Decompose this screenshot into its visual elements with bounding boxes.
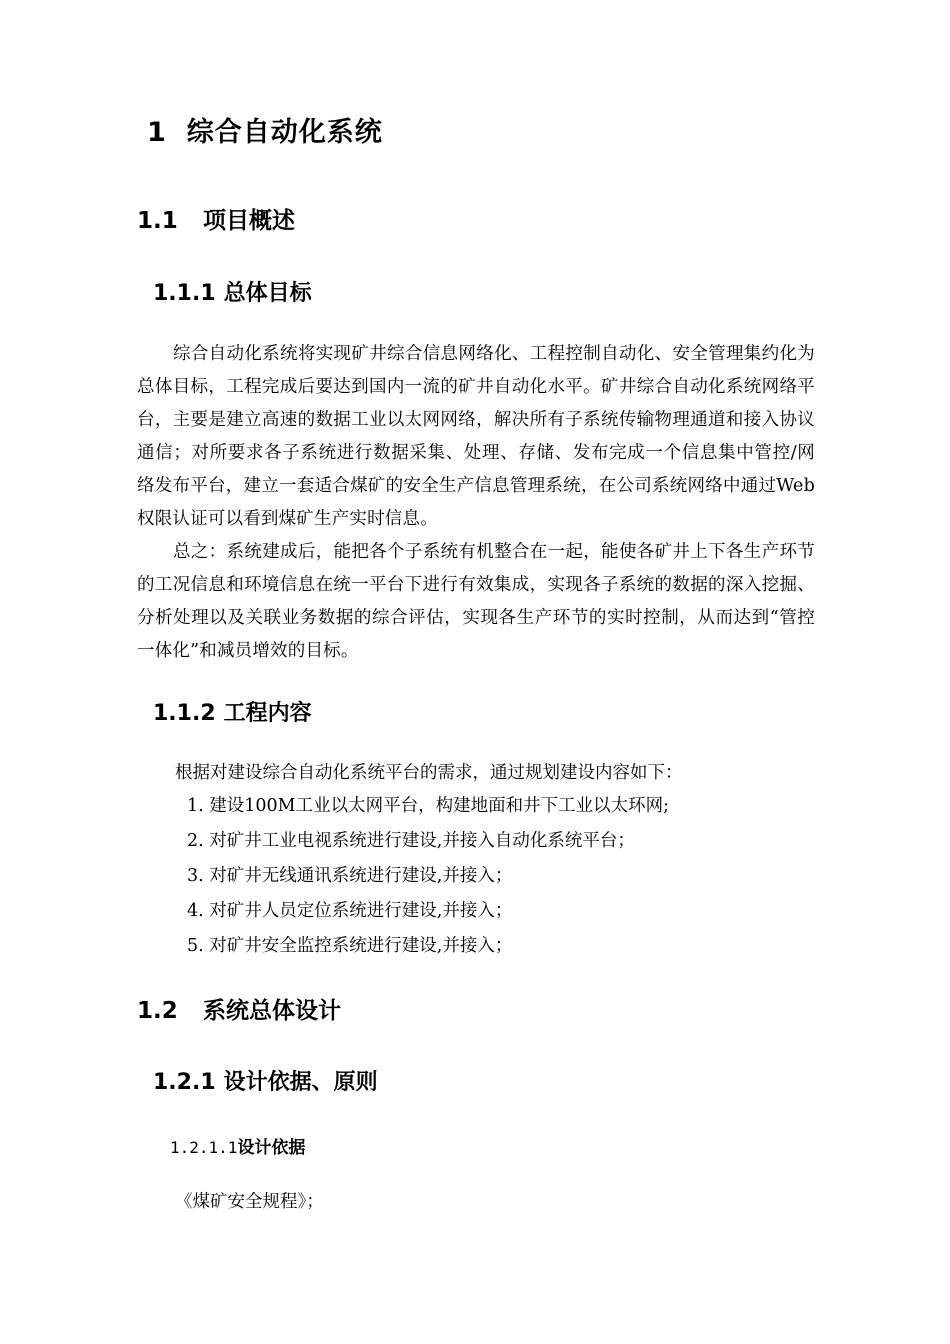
chapter-number: 1: [147, 117, 167, 148]
chapter-title: 综合自动化系统: [186, 117, 383, 148]
section-number: 1.1.1: [153, 281, 216, 306]
section-1-2-1-1-heading: [170, 1133, 305, 1158]
section-number: 1.2: [137, 998, 178, 1024]
section-1-1-2-heading: [153, 696, 312, 727]
chapter-heading: [147, 110, 383, 149]
section-number: 1.2.1: [153, 1070, 216, 1095]
section-1-1-heading: [137, 202, 295, 235]
list-item: 2. 对矿井工业电视系统进行建设,并接入自动化系统平台；: [187, 831, 635, 851]
section-1-1-1-heading: [153, 276, 312, 307]
section-1-2-1-heading: [153, 1065, 378, 1096]
list-item: 4. 对矿井人员定位系统进行建设,并接入；: [187, 901, 513, 921]
section-title: 设计依据、原则: [223, 1070, 378, 1095]
section-title: 总体目标: [223, 281, 312, 306]
paragraph-goal-1: 综合自动化系统将实现矿井综合信息网络化、工程控制自动化、安全管理集约化为总体目标，工程完成后要达到国内一流的矿井自动化水平。矿井综合自动化系统网络平台，主要是建立高速的数据工业以太网网络，解决所有子系统传输物理通道和接入协议通信；对所要求各子系统进行数据采集、处理、存储、发布完成一个信息集中管控/网络发布平台，建立一套适合煤矿的安全生产信息管理系统，在公司系统网络中通过Web权限认证可以看到煤矿生产实时信息。: [137, 344, 815, 529]
section-1-2-heading: [137, 992, 341, 1025]
section-title: 系统总体设计: [203, 998, 341, 1024]
list-item: 5. 对矿井安全监控系统进行建设,并接入；: [187, 936, 513, 956]
content-intro: 根据对建设综合自动化系统平台的需求，通过规划建设内容如下：: [175, 763, 683, 783]
section-number: 1.1: [137, 208, 178, 234]
list-item: 1. 建设100M工业以太网平台，构建地面和井下工业以太环网;: [187, 796, 669, 816]
section-title: 项目概述: [203, 208, 295, 234]
paragraph-goal-2: 总之：系统建成后，能把各个子系统有机整合在一起，能使各矿井上下各生产环节的工况信息和环境信息在统一平台下进行有效集成，实现各子系统的数据的深入挖掘、分析处理以及关联业务数据的综合评估，实现各生产环节的实时控制，从而达到“管控一体化”和减员增效的目标。: [137, 542, 815, 661]
basis-item: 《煤矿安全规程》；: [175, 1192, 324, 1212]
section-number: 1.2.1.1: [170, 1138, 238, 1157]
section-title: 设计依据: [237, 1138, 306, 1158]
list-item: 3. 对矿井无线通讯系统进行建设,并接入；: [187, 866, 513, 886]
section-number: 1.1.2: [153, 701, 216, 726]
section-title: 工程内容: [223, 701, 312, 726]
